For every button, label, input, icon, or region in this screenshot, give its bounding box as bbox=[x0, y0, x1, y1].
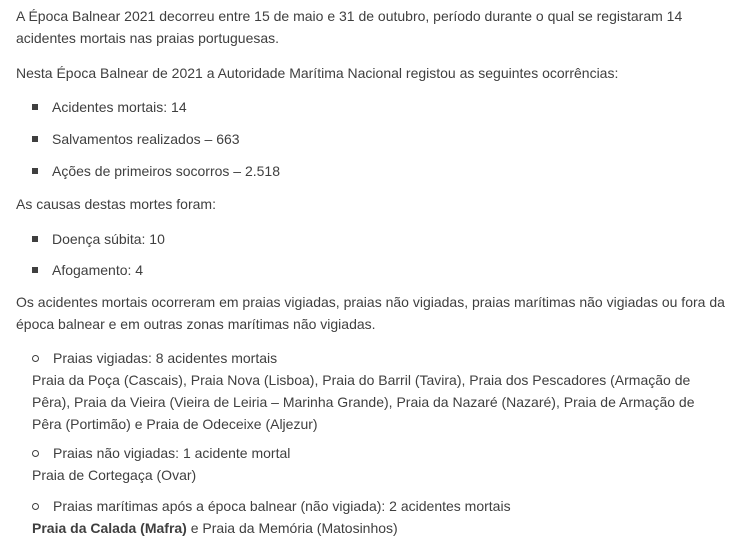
square-bullet-icon bbox=[32, 236, 38, 242]
location-heading: Praias não vigiadas: 1 acidente mortal bbox=[32, 442, 724, 464]
location-group-after-season bbox=[32, 495, 724, 539]
square-bullet-icon bbox=[32, 168, 38, 174]
list-item: Afogamento: 4 bbox=[32, 259, 143, 281]
circle-bullet-icon bbox=[32, 355, 39, 362]
location-heading: Praias vigiadas: 8 acidentes mortais bbox=[32, 347, 724, 369]
occurrences-intro: Nesta Época Balnear de 2021 a Autoridade Marítima Nacional registou as seguintes ocorrências: bbox=[16, 65, 619, 81]
location-heading: Praias marítimas após a época balnear (não vigiada): 2 acidentes mortais bbox=[32, 495, 724, 517]
location-details: Praia de Cortegaça (Ovar) bbox=[32, 467, 197, 483]
location-details: Praia da Poça (Cascais), Praia Nova (Lisboa), Praia do Barril (Tavira), Praia dos Pescadores (Armação de Pêra), Praia da Vieira (Vieira de Leiria – Marinha Grande), Praia da Nazaré (Nazaré), Praia de Armação de Pêra (Portimão) e Praia de Odeceixe (Aljezur) bbox=[32, 372, 695, 432]
location-details-rest: e Praia da Memória (Matosinhos) bbox=[186, 520, 398, 536]
causes-intro: As causas destas mortes foram: bbox=[16, 196, 216, 212]
location-details-bold: Praia da Calada (Mafra) bbox=[32, 520, 187, 536]
location-group-supervised bbox=[32, 347, 724, 435]
list-item: Salvamentos realizados – 663 bbox=[32, 128, 240, 150]
list-item: Acidentes mortais: 14 bbox=[32, 96, 187, 118]
list-item: Doença súbita: 10 bbox=[32, 228, 165, 250]
square-bullet-icon bbox=[32, 267, 38, 273]
location-group-unsupervised bbox=[32, 442, 724, 486]
circle-bullet-icon bbox=[32, 450, 39, 457]
intro-paragraph: A Época Balnear 2021 decorreu entre 15 de maio e 31 de outubro, período durante o qual se registaram 14 acidentes mortais nas praias portuguesas. bbox=[16, 8, 683, 46]
square-bullet-icon bbox=[32, 136, 38, 142]
square-bullet-icon bbox=[32, 104, 38, 110]
locations-intro: Os acidentes mortais ocorreram em praias vigiadas, praias não vigiadas, praias marítimas não vigiadas ou fora da época balnear e em outras zonas marítimas não vigiadas. bbox=[16, 294, 725, 332]
circle-bullet-icon bbox=[32, 503, 39, 510]
location-details bbox=[32, 517, 724, 539]
list-item: Ações de primeiros socorros – 2.518 bbox=[32, 160, 280, 182]
